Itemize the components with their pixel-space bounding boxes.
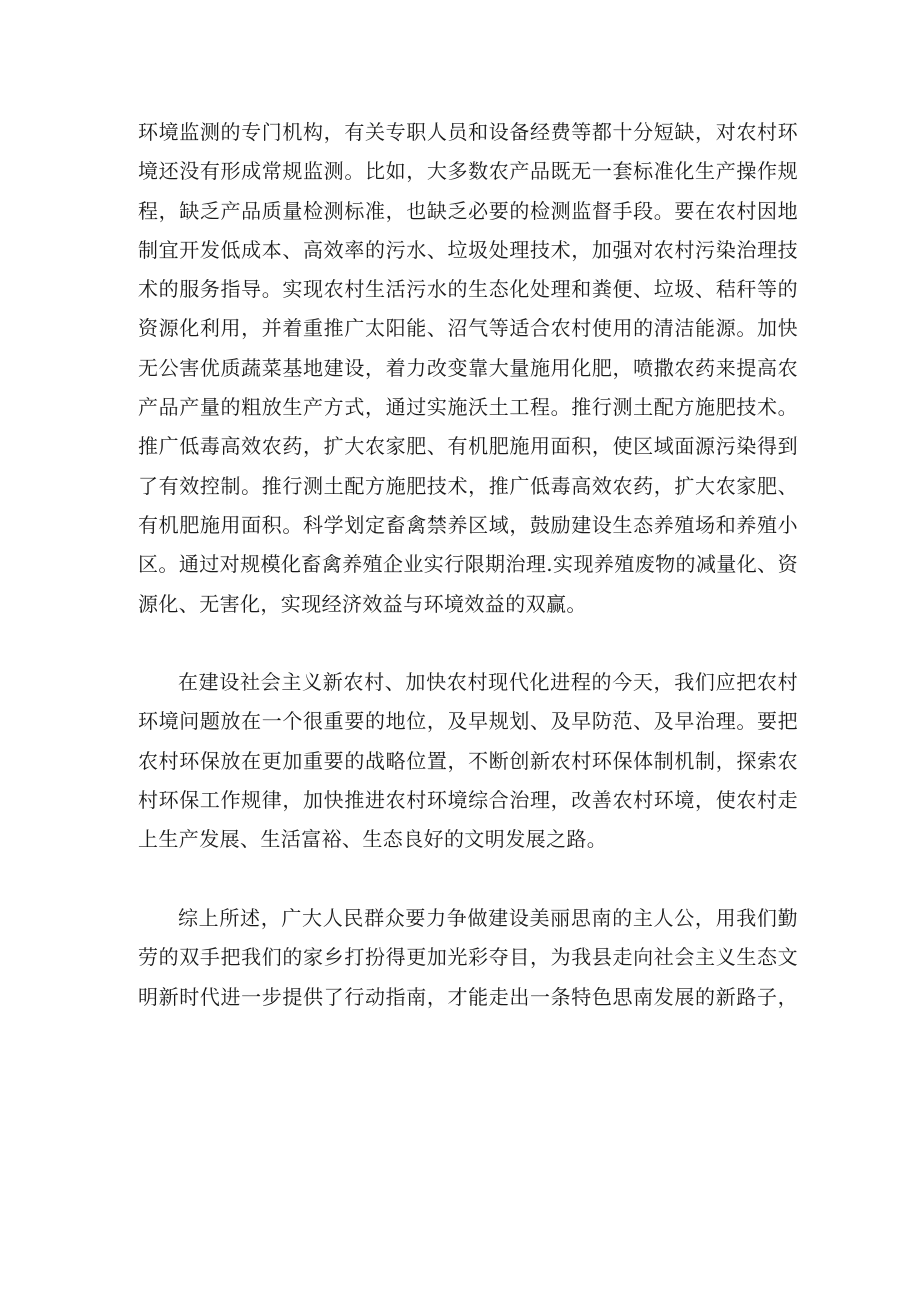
text-line: 程，缺乏产品质量检测标准，也缺乏必要的检测监督手段。要在农村因地 xyxy=(138,198,798,223)
text-line: 在建设社会主义新农村、加快农村现代化进程的今天，我们应把农村 xyxy=(178,670,798,695)
text-line: 有机肥施用面积。科学划定畜禽禁养区域，鼓励建设生态养殖场和养殖小 xyxy=(138,512,798,537)
text-line: 明新时代进一步提供了行动指南，才能走出一条特色思南发展的新路子， xyxy=(138,984,798,1009)
text-line: 环境问题放在一个很重要的地位，及早规划、及早防范、及早治理。要把 xyxy=(138,709,798,734)
text-line: 农村环保放在更加重要的战略位置，不断创新农村环保体制机制，探索农 xyxy=(138,748,798,773)
text-line: 村环保工作规律，加快推进农村环境综合治理，改善农村环境，使农村走 xyxy=(138,788,798,813)
paragraph-1 xyxy=(138,113,798,624)
paragraph-spacer xyxy=(138,624,798,663)
text-line: 无公害优质蔬菜基地建设，着力改变靠大量施用化肥，喷撒农药来提高农 xyxy=(138,355,798,380)
paragraph-3 xyxy=(138,899,798,1017)
text-line: 区。通过对规模化畜禽养殖企业实行限期治理.实现养殖废物的减量化、资 xyxy=(138,552,798,577)
text-line: 上生产发展、生活富裕、生态良好的文明发展之路。 xyxy=(138,827,608,852)
text-line: 推广低毒高效农药，扩大农家肥、有机肥施用面积，使区域面源污染得到 xyxy=(138,434,798,459)
text-line: 制宜开发低成本、高效率的污水、垃圾处理技术，加强对农村污染治理技 xyxy=(138,237,798,262)
document-body xyxy=(138,113,798,1017)
paragraph-2 xyxy=(138,663,798,859)
text-line: 环境监测的专门机构，有关专职人员和设备经费等都十分短缺，对农村环 xyxy=(138,120,798,144)
text-line: 劳的双手把我们的家乡打扮得更加光彩夺目，为我县走向社会主义生态文 xyxy=(138,945,798,970)
text-line: 源化、无害化，实现经济效益与环境效益的双赢。 xyxy=(138,591,587,616)
text-line: 了有效控制。推行测土配方施肥技术，推广低毒高效农药，扩大农家肥、 xyxy=(138,473,798,498)
text-line: 资源化利用，并着重推广太阳能、沼气等适合农村使用的清洁能源。加快 xyxy=(138,316,798,341)
text-line: 境还没有形成常规监测。比如，大多数农产品既无一套标准化生产操作规 xyxy=(138,159,798,184)
text-line: 产品产量的粗放生产方式，通过实施沃土工程。推行测土配方施肥技术。 xyxy=(138,395,798,420)
text-line: 术的服务指导。实现农村生活污水的生态化处理和粪便、垃圾、秸秆等的 xyxy=(138,277,798,302)
paragraph-spacer xyxy=(138,860,798,899)
text-line: 综上所述，广大人民群众要力争做建设美丽思南的主人公，用我们勤 xyxy=(178,905,798,930)
